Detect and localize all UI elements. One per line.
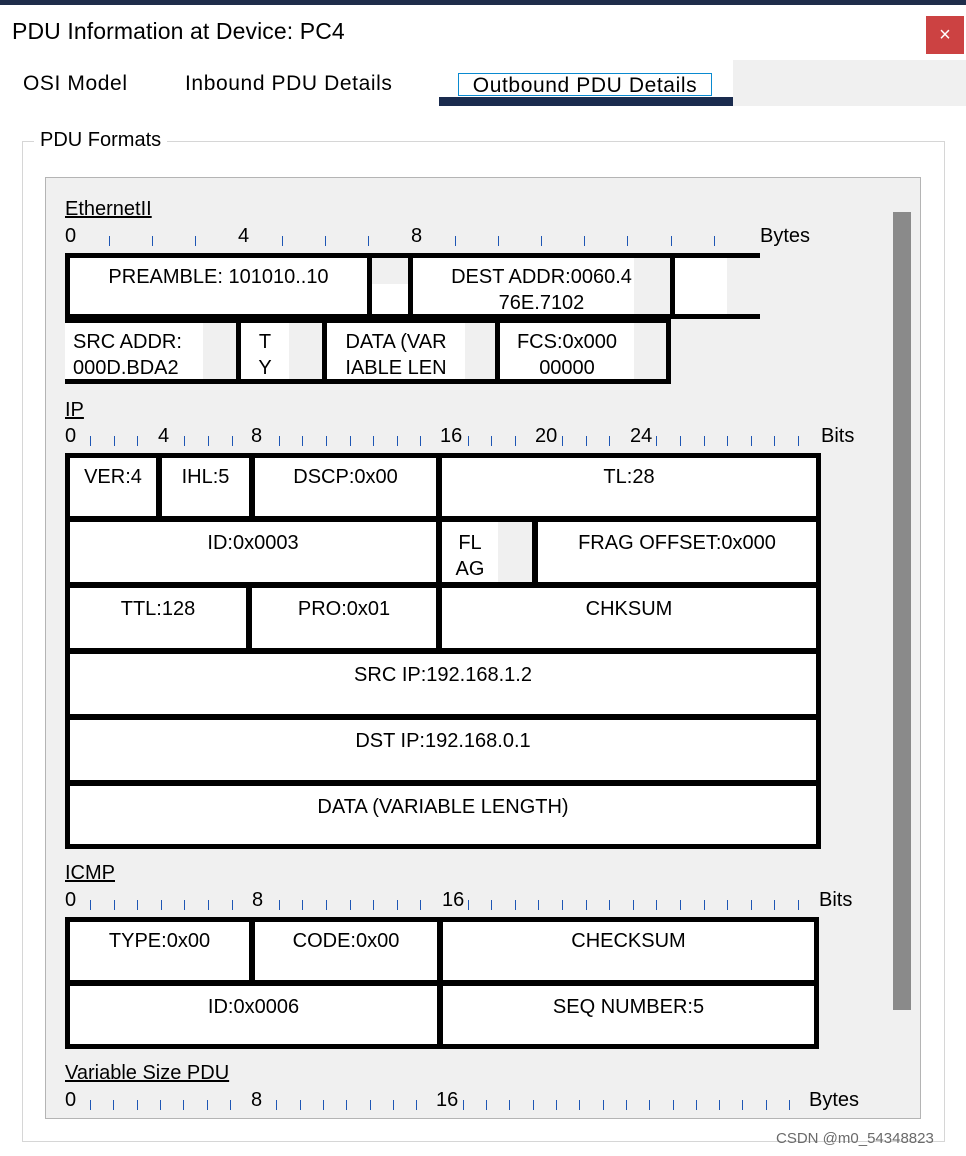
ruler-tick [282, 236, 283, 246]
ruler-tick [208, 436, 209, 446]
ruler-tick [137, 900, 138, 910]
ruler-tick [541, 236, 542, 246]
ruler-tick [137, 1100, 138, 1110]
ruler-tick [704, 436, 705, 446]
ethernet-data-line2: IABLE LEN [345, 357, 447, 379]
ethernet-ruler-label: 0 [65, 225, 77, 247]
ruler-tick [751, 900, 752, 910]
ip-ruler-label: 4 [158, 425, 170, 447]
ethernet-fcs-line2: 00000 [539, 357, 595, 379]
ruler-tick [420, 900, 421, 910]
field-overflow-shade [372, 258, 408, 284]
ethernet-type-field [241, 323, 289, 379]
variable-pdu-section-title: Variable Size PDU [65, 1062, 230, 1084]
watermark: CSDN @m0_54348823 [776, 1130, 934, 1147]
ruler-tick [370, 1100, 371, 1110]
ethernet-ruler-label: 8 [411, 225, 423, 247]
ruler-tick [673, 1100, 674, 1110]
ruler-tick [609, 436, 610, 446]
ruler-tick [789, 1100, 790, 1110]
ip-ruler-label: 20 [535, 425, 558, 447]
ruler-tick [751, 436, 752, 446]
ip-protocol-field: PRO:0x01 [297, 598, 391, 620]
ruler-tick [302, 436, 303, 446]
window-title: PDU Information at Device: PC4 [12, 18, 345, 44]
ip-flags-line1: FL [458, 532, 482, 554]
ruler-tick [538, 900, 539, 910]
ruler-tick [491, 436, 492, 446]
icmp-type-field: TYPE:0x00 [108, 930, 211, 952]
ruler-tick [373, 900, 374, 910]
ruler-tick [350, 900, 351, 910]
icmp-ruler-label: 16 [442, 889, 465, 911]
ethernet-src-addr-line1: SRC ADDR: [73, 331, 182, 353]
ruler-tick [562, 436, 563, 446]
ethernet-fcs-line1: FCS:0x000 [516, 331, 618, 353]
ruler-tick [350, 436, 351, 446]
ruler-tick [486, 1100, 487, 1110]
ruler-tick [113, 1100, 114, 1110]
ethernet-type-line1: T [258, 331, 272, 353]
ruler-tick [114, 900, 115, 910]
ethernet-ruler-unit: Bytes [760, 225, 811, 247]
ruler-tick [195, 236, 196, 246]
ethernet-preamble-field [70, 258, 367, 314]
ethernet-type-line2: Y [258, 357, 272, 379]
ruler-tick [766, 1100, 767, 1110]
ruler-tick [416, 1100, 417, 1110]
ip-ruler-label: 8 [251, 425, 263, 447]
ethernet-src-addr-field [65, 323, 203, 379]
ip-flags-field [442, 530, 498, 582]
ip-section-title: IP [65, 399, 84, 421]
ruler-tick [455, 236, 456, 246]
field-overflow-shade [289, 323, 322, 379]
ruler-tick [704, 900, 705, 910]
field-overflow-shade [634, 258, 670, 314]
ip-frag-offset-field: FRAG OFFSET:0x000 [578, 532, 776, 554]
row-divider [65, 648, 821, 654]
field-overflow-shade [465, 323, 495, 379]
ethernet-src-addr-start-field [675, 258, 727, 314]
ip-ihl-field: IHL:5 [181, 466, 230, 488]
row-divider [65, 582, 821, 588]
ruler-tick [680, 436, 681, 446]
ruler-tick [326, 436, 327, 446]
ruler-tick [584, 236, 585, 246]
ruler-tick [556, 1100, 557, 1110]
ruler-tick [774, 436, 775, 446]
ruler-tick [90, 436, 91, 446]
ruler-tick [302, 900, 303, 910]
ethernet-ruler-label: 4 [238, 225, 250, 247]
ruler-tick [397, 436, 398, 446]
ip-dscp-field: DSCP:0x00 [293, 466, 398, 488]
ruler-tick [161, 900, 162, 910]
ruler-tick [649, 1100, 650, 1110]
icmp-ruler-label: 8 [252, 889, 264, 911]
ruler-tick [160, 1100, 161, 1110]
row-divider [65, 516, 821, 522]
variable-ruler-unit: Bytes [809, 1089, 860, 1111]
ruler-tick [279, 436, 280, 446]
ruler-tick [609, 900, 610, 910]
ethernet-data-field [327, 323, 465, 379]
ruler-tick [656, 900, 657, 910]
ruler-tick [184, 436, 185, 446]
ruler-tick [714, 236, 715, 246]
ruler-tick [742, 1100, 743, 1110]
ruler-tick [279, 900, 280, 910]
ruler-tick [680, 900, 681, 910]
tab-outbound-pdu-details[interactable]: Outbound PDU Details [458, 73, 712, 96]
ruler-tick [230, 1100, 231, 1110]
field-overflow-shade [727, 258, 760, 314]
tab-inbound-pdu-details[interactable]: Inbound PDU Details [185, 72, 393, 95]
ethernet-preamble-label: PREAMBLE: 101010..10 [108, 266, 329, 288]
icmp-section-title: ICMP [65, 862, 115, 884]
ruler-tick [515, 900, 516, 910]
ruler-tick [346, 1100, 347, 1110]
ruler-tick [184, 900, 185, 910]
ruler-tick [509, 1100, 510, 1110]
ethernet-row2-bottom-border [65, 379, 670, 384]
variable-ruler-label: 16 [436, 1089, 459, 1111]
ruler-tick [586, 900, 587, 910]
ruler-tick [276, 1100, 277, 1110]
ruler-tick [468, 436, 469, 446]
ruler-tick [727, 900, 728, 910]
ip-total-length-field: TL:28 [603, 466, 655, 488]
icmp-code-field: CODE:0x00 [292, 930, 400, 952]
ruler-tick [696, 1100, 697, 1110]
ip-dst-ip-field: DST IP:192.168.0.1 [355, 730, 531, 752]
tab-osi-model[interactable]: OSI Model [23, 72, 128, 95]
ruler-tick [393, 1100, 394, 1110]
field-overflow-shade [203, 323, 236, 379]
ruler-tick [325, 236, 326, 246]
ruler-tick [326, 900, 327, 910]
field-overflow-shade [498, 522, 532, 582]
ruler-tick [232, 436, 233, 446]
ruler-tick [798, 436, 799, 446]
ruler-tick [90, 900, 91, 910]
vertical-scrollbar-thumb[interactable] [893, 212, 911, 1010]
ethernet-dest-addr-line2: 76E.7102 [498, 292, 585, 314]
icmp-checksum-field: CHECKSUM [571, 930, 686, 952]
ruler-tick [727, 436, 728, 446]
ruler-tick [671, 236, 672, 246]
close-icon: × [939, 24, 951, 46]
ruler-tick [323, 1100, 324, 1110]
ruler-tick [368, 236, 369, 246]
ruler-tick [208, 900, 209, 910]
ruler-tick [719, 1100, 720, 1110]
field-overflow-shade [634, 323, 666, 379]
ruler-tick [109, 236, 110, 246]
ruler-tick [491, 900, 492, 910]
ruler-tick [152, 236, 153, 246]
ruler-tick [656, 436, 657, 446]
ethernet-dest-addr-field [413, 258, 670, 314]
ruler-tick [137, 436, 138, 446]
ruler-tick [463, 1100, 464, 1110]
active-tab-indicator [439, 97, 733, 106]
ruler-tick [300, 1100, 301, 1110]
pdu-formats-label: PDU Formats [34, 129, 167, 152]
tabstrip-background [733, 60, 966, 106]
row-divider [65, 714, 821, 720]
close-button[interactable] [926, 16, 964, 54]
ethernet-section-title: EthernetII [65, 198, 152, 220]
ruler-tick [627, 236, 628, 246]
ruler-tick [515, 436, 516, 446]
ruler-tick [798, 900, 799, 910]
ruler-tick [207, 1100, 208, 1110]
ruler-tick [603, 1100, 604, 1110]
ethernet-src-addr-line2: 000D.BDA2 [73, 357, 179, 379]
icmp-ruler-unit: Bits [819, 889, 853, 911]
ruler-tick [626, 1100, 627, 1110]
variable-ruler-label: 0 [65, 1089, 77, 1111]
ip-ver-field: VER:4 [84, 466, 142, 488]
variable-ruler-label: 8 [251, 1089, 263, 1111]
ruler-tick [420, 436, 421, 446]
icmp-seq-number-field: SEQ NUMBER:5 [552, 996, 705, 1018]
ruler-tick [562, 900, 563, 910]
ruler-tick [533, 1100, 534, 1110]
ruler-tick [468, 900, 469, 910]
ruler-tick [397, 900, 398, 910]
ethernet-dest-addr-line1: DEST ADDR:0060.4 [451, 266, 632, 288]
ip-ruler-unit: Bits [821, 425, 855, 447]
ip-data-field: DATA (VARIABLE LENGTH) [317, 796, 569, 818]
ruler-tick [579, 1100, 580, 1110]
ethernet-fcs-field [500, 323, 634, 379]
ip-flags-line2: AG [455, 558, 485, 580]
ruler-tick [774, 900, 775, 910]
ruler-tick [183, 1100, 184, 1110]
row-divider [65, 780, 821, 786]
ruler-tick [232, 900, 233, 910]
ruler-tick [90, 1100, 91, 1110]
ip-id-field: ID:0x0003 [207, 532, 299, 554]
icmp-id-field: ID:0x0006 [207, 996, 300, 1018]
icmp-ruler-label: 0 [65, 889, 77, 911]
window-top-border [0, 0, 966, 5]
ip-ruler-label: 24 [630, 425, 653, 447]
ip-checksum-field: CHKSUM [585, 598, 673, 620]
ruler-tick [373, 436, 374, 446]
ruler-tick [633, 900, 634, 910]
ip-src-ip-field: SRC IP:192.168.1.2 [354, 664, 532, 686]
ethernet-data-line1: DATA (VAR [345, 331, 447, 353]
ip-ttl-field: TTL:128 [120, 598, 196, 620]
ethernet-row2-right-border [666, 319, 671, 384]
ip-ruler-label: 16 [440, 425, 463, 447]
ruler-tick [114, 436, 115, 446]
ip-ruler-label: 0 [65, 425, 77, 447]
ruler-tick [498, 236, 499, 246]
ruler-tick [586, 436, 587, 446]
